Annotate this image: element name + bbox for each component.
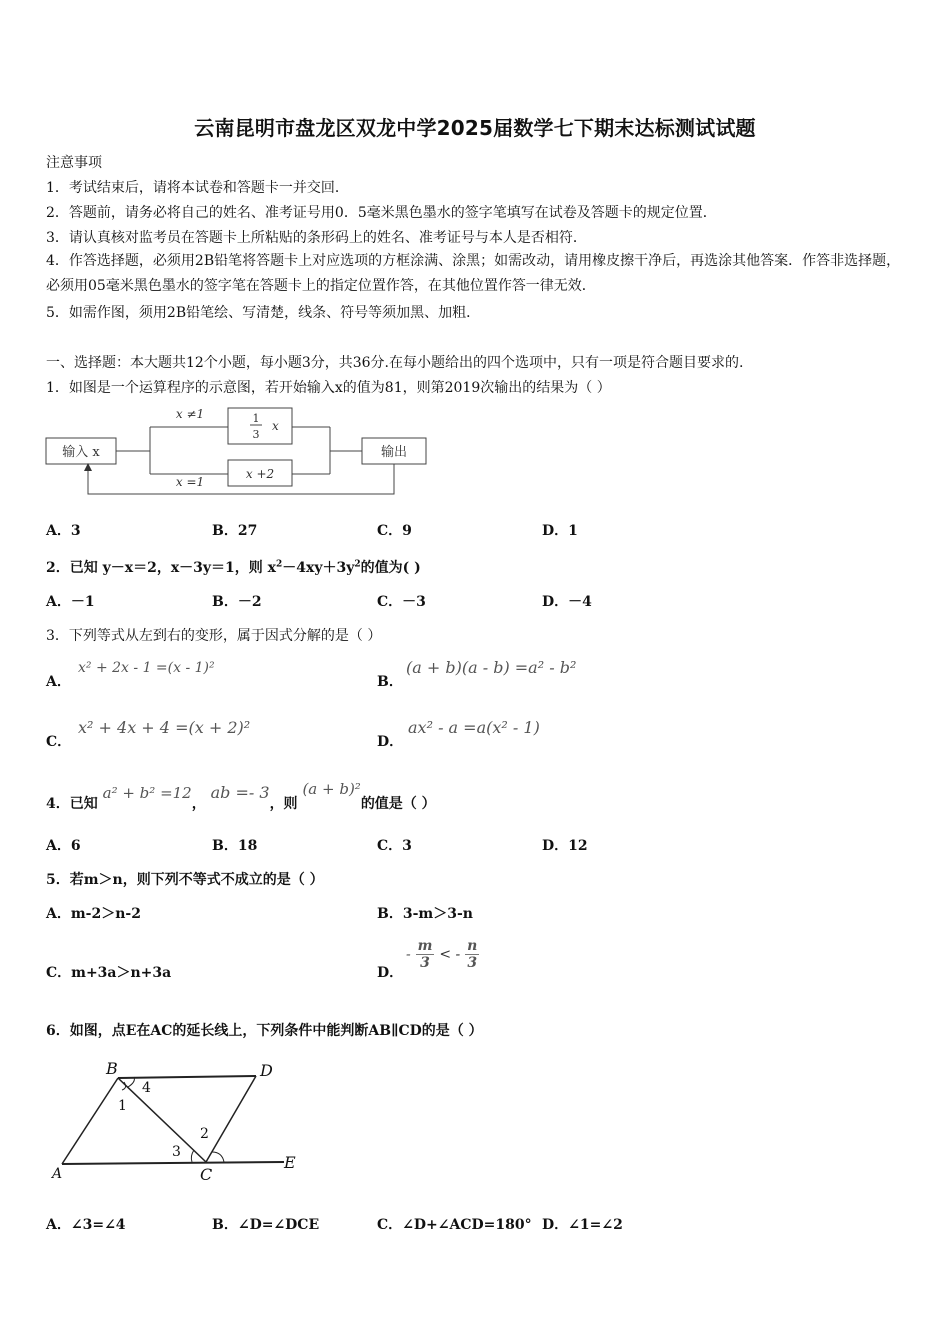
- notice-item-5: 5．如需作图，须用2B铅笔绘、写清楚，线条、符号等须加黑、加粗．: [46, 305, 481, 321]
- q5-option-b: B．3-m＞3-n: [377, 906, 473, 922]
- q4-f3: (a + b)²: [302, 780, 361, 798]
- frac-var: x: [272, 419, 279, 433]
- q5-frac-m-den: 3: [420, 955, 430, 971]
- q5-option-a: A．m-2＞n-2: [46, 906, 141, 922]
- q6-geometry-figure: [44, 1052, 314, 1188]
- q4-stem: [46, 780, 436, 813]
- q2-option-a: A．－1: [46, 594, 95, 610]
- q5-option-d: D．: [377, 965, 404, 981]
- label-C: C: [200, 1165, 213, 1184]
- notice-item-2: 2．答题前，请务必将自己的姓名、准考证号用0．5毫米黑色墨水的签字笔填写在试卷及答题卡的规定位置．: [46, 205, 717, 221]
- frac-num: 1: [252, 412, 260, 425]
- q5-option-d-expr: [406, 938, 479, 971]
- q6-option-c: C．∠D+∠ACD=180°: [377, 1217, 532, 1233]
- q3-label-a: A．: [46, 674, 71, 690]
- label-E: E: [284, 1153, 296, 1172]
- output-label: 输出: [380, 445, 408, 460]
- q6-stem: 6．如图，点E在AC的延长线上，下列条件中能判断AB∥CD的是（ ）: [46, 1023, 483, 1039]
- notice-item-3: 3．请认真核对监考员在答题卡上所粘贴的条形码上的姓名、准考证号与本人是否相符．: [46, 230, 587, 246]
- q6-option-d: D．∠1=∠2: [542, 1217, 623, 1233]
- input-label: 输入 x: [62, 445, 100, 460]
- q6-option-a: A．∠3=∠4: [46, 1217, 126, 1233]
- q4-f2: ab =- 3: [210, 783, 270, 802]
- q1-flow-diagram: [40, 400, 440, 500]
- q1-option-b: B．27: [212, 523, 258, 539]
- q2-stem-c: 的值为( ): [360, 560, 421, 576]
- q3-formula-a: x² + 2x - 1 =(x - 1)²: [78, 660, 215, 676]
- q5-frac-n: [465, 938, 479, 971]
- q5-lt: < -: [439, 946, 461, 963]
- section-heading: 一、选择题：本大题共12个小题，每小题3分，共36分.在每小题给出的四个选项中，只有一项是符合题目要求的.: [46, 355, 744, 371]
- q6-option-b: B．∠D=∠DCE: [212, 1217, 320, 1233]
- q5-frac-n-den: 3: [467, 955, 478, 971]
- label-D: D: [260, 1061, 273, 1080]
- angle-1: 1: [118, 1098, 127, 1114]
- q4-stem-b: ，则: [269, 796, 298, 812]
- q5-stem: 5．若m＞n，则下列不等式不成立的是（ ）: [46, 872, 324, 888]
- label-A: A: [52, 1166, 63, 1182]
- q4-f1: a² + b² =12: [102, 784, 192, 802]
- q4-comma: ，: [191, 796, 206, 812]
- q3-label-d: D．: [377, 734, 404, 750]
- q1-option-d: D．1: [542, 523, 578, 539]
- frac-box: [228, 408, 292, 444]
- notice-heading: 注意事项: [46, 155, 102, 171]
- notice-item-4: 4．作答选择题，必须用2B铅笔将答题卡上对应选项的方框涂满、涂黑；如需改动，请用橡皮擦干净后，再选涂其他答案．作答非选择题，必须用05毫米黑色墨水的签字笔在答题卡上的指定位置作答，在其他位置作答一律无效．: [46, 253, 901, 294]
- q4-option-a: A．6: [46, 838, 81, 854]
- q2-option-c: C．－3: [377, 594, 426, 610]
- q2-stem: [46, 557, 421, 577]
- q5-frac-m-num: m: [417, 938, 433, 954]
- q4-stem-c: 的值是（ ）: [360, 796, 436, 812]
- q3-stem: 3．下列等式从左到右的变形，属于因式分解的是（ ）: [46, 628, 382, 644]
- q5-neg-1: -: [406, 946, 411, 963]
- q5-option-c: C．m+3a＞n+3a: [46, 965, 172, 981]
- q1-stem: 1．如图是一个运算程序的示意图，若开始输入x的值为81，则第2019次输出的结果为（ ）: [46, 380, 611, 396]
- q2-stem-a: 2．已知 y－x＝2，x－3y＝1，则 x: [46, 560, 277, 576]
- plus-label: x +2: [245, 467, 275, 481]
- notice-item-1: 1．考试结束后，请将本试卷和答题卡一并交回．: [46, 180, 349, 196]
- q3-label-b: B．: [377, 674, 403, 690]
- angle-3: 3: [172, 1144, 181, 1160]
- q4-option-c: C．3: [377, 838, 412, 854]
- cond-top: x ≠1: [175, 407, 205, 421]
- q2-stem-b: －4xy＋3y: [282, 560, 355, 576]
- q2-option-d: D．－4: [542, 594, 592, 610]
- q1-option-a: A．3: [46, 523, 81, 539]
- q3-formula-d: ax² - a =a(x² - 1): [408, 718, 540, 737]
- page-title: 云南昆明市盘龙区双龙中学2025届数学七下期末达标测试试题: [194, 116, 756, 140]
- q1-option-c: C．9: [377, 523, 412, 539]
- q4-stem-a: 4．已知: [46, 796, 98, 812]
- q2-sup-2: 2: [354, 559, 361, 570]
- angle-4: 4: [142, 1080, 151, 1096]
- q4-option-b: B．18: [212, 838, 258, 854]
- q4-option-d: D．12: [542, 838, 588, 854]
- q5-frac-n-num: n: [467, 938, 478, 954]
- frac-den: 3: [252, 428, 260, 441]
- q2-option-b: B．－2: [212, 594, 262, 610]
- cond-bottom: x =1: [175, 475, 205, 489]
- label-B: B: [106, 1059, 118, 1078]
- q3-formula-c: x² + 4x + 4 =(x + 2)²: [78, 718, 251, 737]
- angle-2: 2: [200, 1126, 209, 1142]
- q2-sup-1: 2: [276, 559, 283, 570]
- q5-frac-m: [416, 938, 435, 971]
- q3-label-c: C．: [46, 734, 72, 750]
- q3-formula-b: (a + b)(a - b) =a² - b²: [406, 658, 577, 677]
